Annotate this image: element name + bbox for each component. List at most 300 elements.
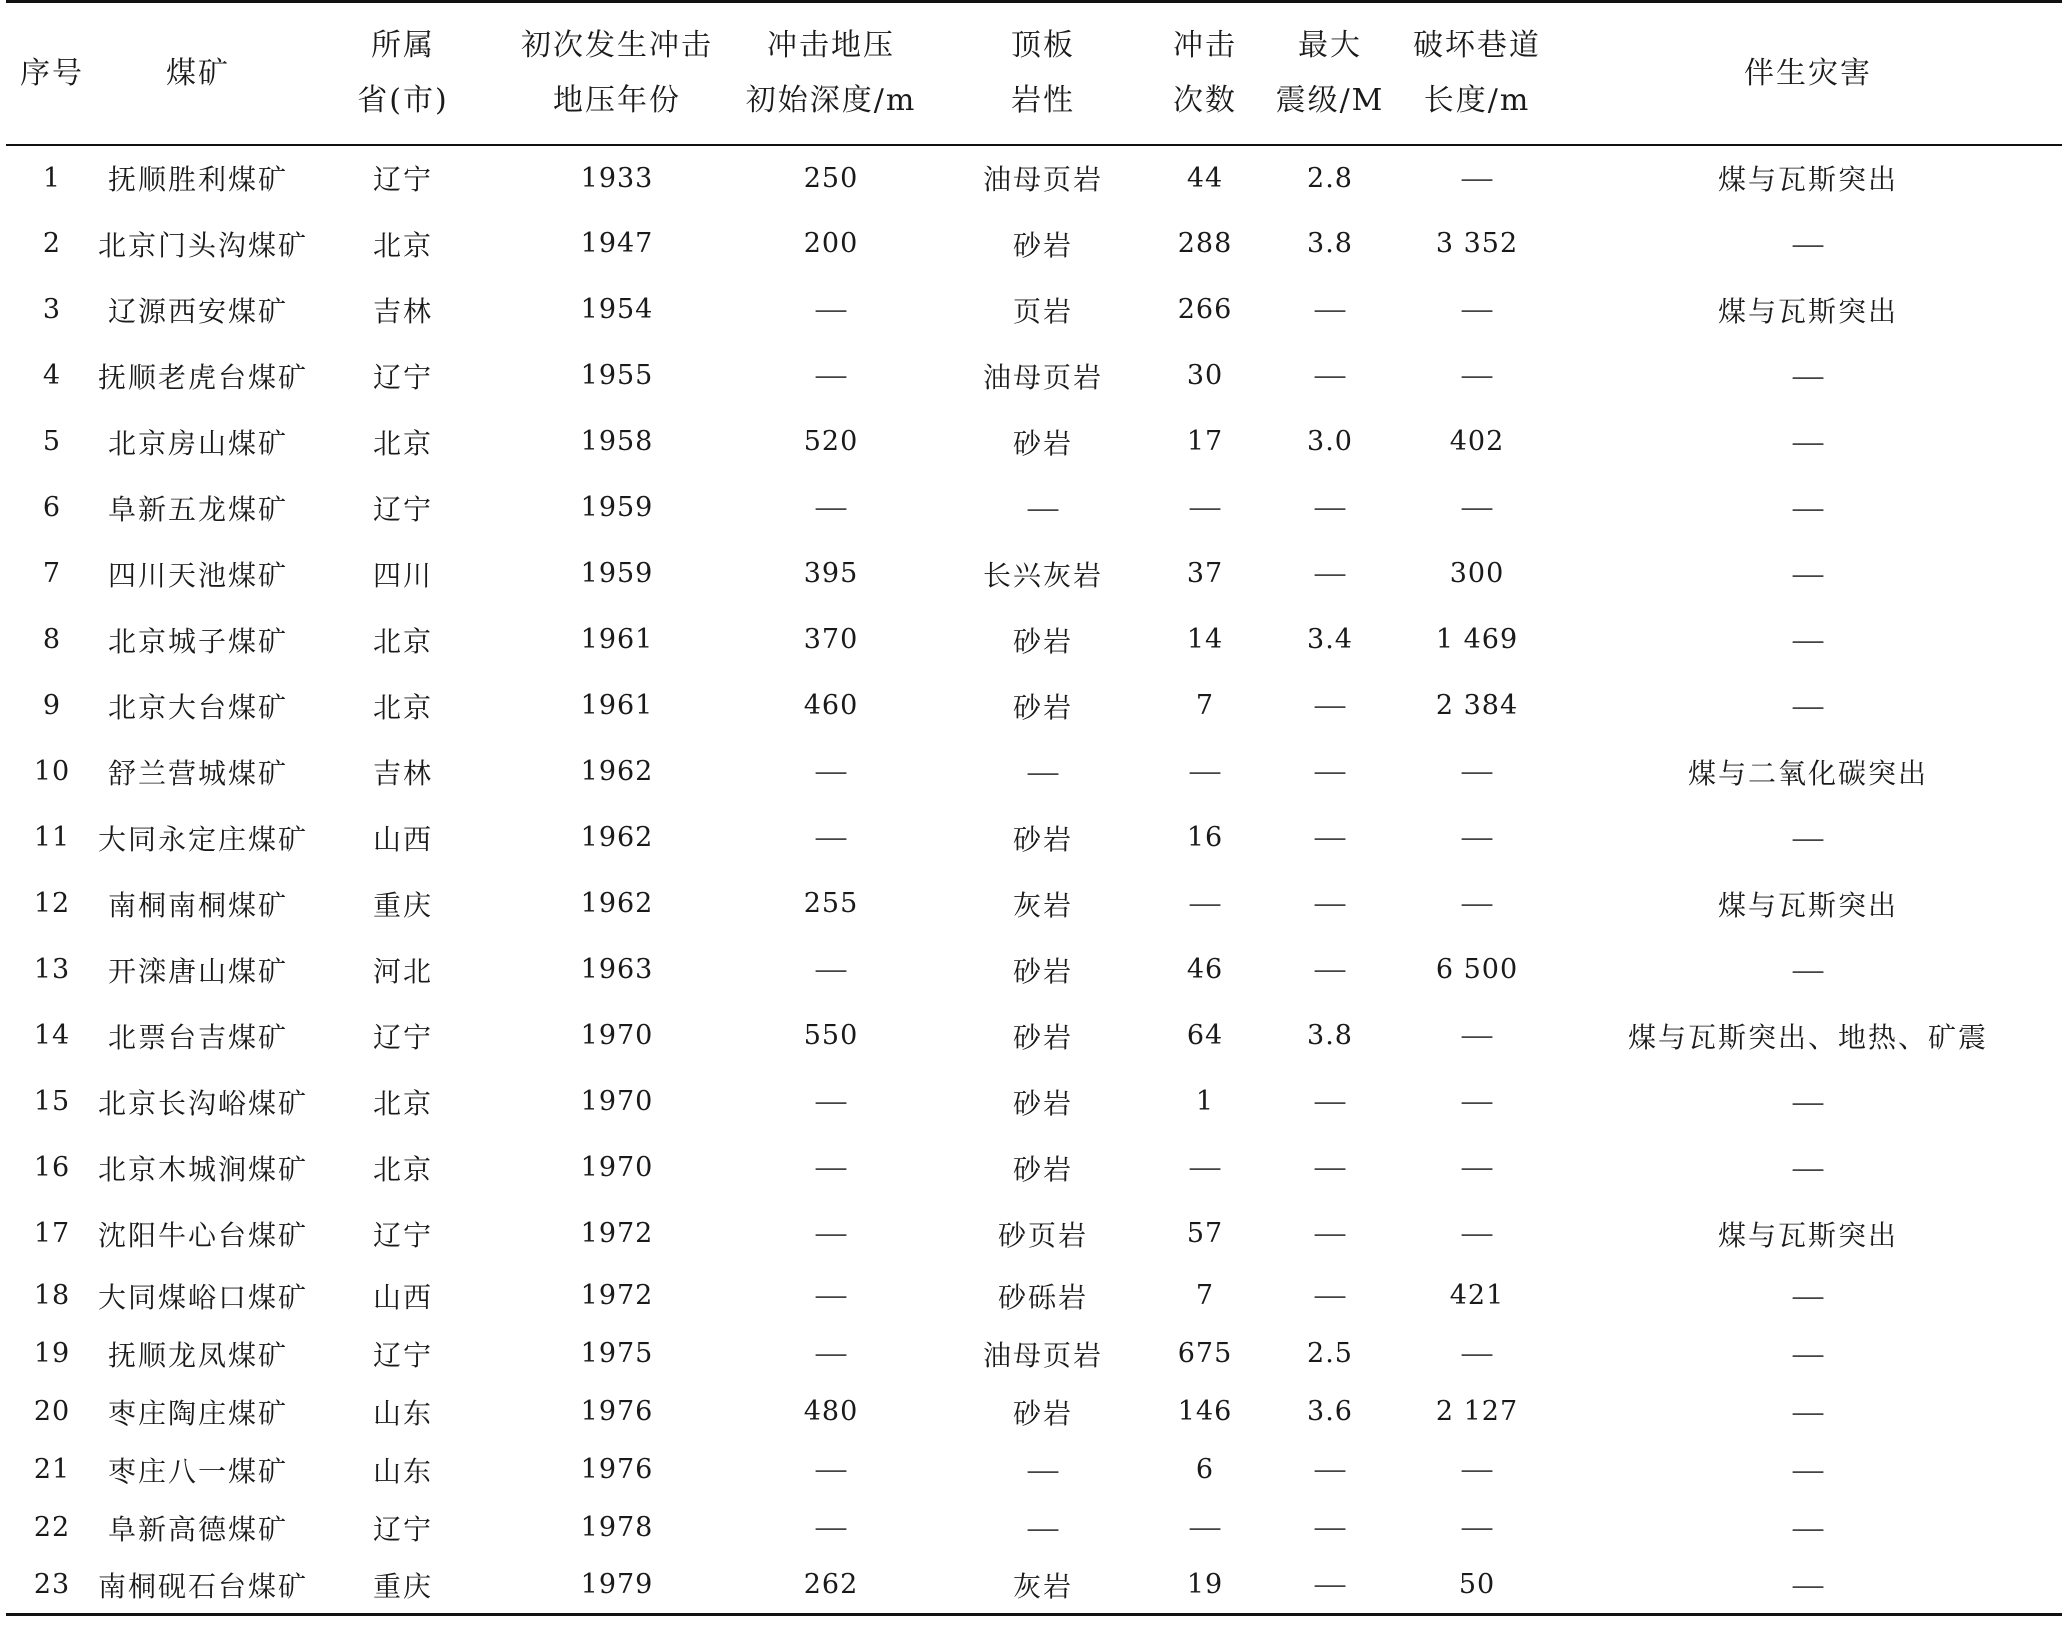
coal-mine-cell xyxy=(98,1325,298,1383)
province-cell xyxy=(298,409,508,475)
rockburst-count-cell xyxy=(1150,1201,1260,1267)
serial-number-cell xyxy=(6,211,98,277)
province-cell xyxy=(298,277,508,343)
header-line-1: 顶板 xyxy=(1011,28,1075,64)
cell-value: — xyxy=(1791,494,1825,524)
cell-value: 3.4 xyxy=(1307,624,1353,655)
cell-value: 北票台吉煤矿 xyxy=(107,1020,288,1054)
table-row xyxy=(6,145,2062,211)
cell-value: 南桐南桐煤矿 xyxy=(107,888,288,922)
header-coal-mine xyxy=(98,2,298,145)
cell-value: — xyxy=(814,823,848,853)
initial-depth-cell xyxy=(726,607,936,673)
cell-value: 重庆 xyxy=(372,888,433,922)
roof-lithology-cell xyxy=(936,475,1150,541)
initial-depth-cell xyxy=(726,1325,936,1383)
cell-value: 7 xyxy=(42,558,62,589)
initial-depth-cell xyxy=(726,145,936,211)
table-row xyxy=(6,871,2062,937)
associated-disaster-cell xyxy=(1554,1069,2062,1135)
initial-depth-cell xyxy=(726,1441,936,1499)
cell-value: 重庆 xyxy=(372,1569,433,1603)
cell-value: 煤与二氧化碳突出 xyxy=(1687,756,1928,790)
cell-value: 辽宁 xyxy=(372,1020,433,1054)
initial-depth-cell xyxy=(726,871,936,937)
associated-disaster-cell xyxy=(1554,1441,2062,1499)
cell-value: — xyxy=(1313,1513,1347,1543)
cell-value: 砂岩 xyxy=(1012,954,1073,988)
cell-value: 255 xyxy=(803,888,859,919)
cell-value: — xyxy=(1313,1087,1347,1117)
header-line-1: 序号 xyxy=(20,55,84,91)
table-row xyxy=(6,937,2062,1003)
cell-value: 煤与瓦斯突出 xyxy=(1717,163,1898,196)
rockburst-count-cell xyxy=(1150,1069,1260,1135)
initial-depth-cell xyxy=(726,1135,936,1201)
associated-disaster-cell xyxy=(1554,211,2062,277)
coal-mine-cell xyxy=(98,1201,309,1267)
province-cell xyxy=(298,343,508,409)
cell-value: 50 xyxy=(1458,1569,1496,1601)
cell-value: — xyxy=(1313,493,1347,523)
damaged-length-cell xyxy=(1400,541,1554,607)
first-year-cell xyxy=(508,607,726,673)
province-cell xyxy=(298,1441,508,1499)
header-line-1: 破坏巷道 xyxy=(1413,28,1541,64)
cell-value: 1959 xyxy=(580,492,654,523)
damaged-length-cell xyxy=(1400,1325,1554,1383)
cell-value: 4 xyxy=(42,360,62,391)
cell-value: 1970 xyxy=(580,1152,654,1183)
max-magnitude-cell xyxy=(1260,1201,1400,1267)
coal-mine-cell xyxy=(98,1069,309,1135)
cell-value: 吉林 xyxy=(372,756,433,790)
cell-value: 阜新高德煤矿 xyxy=(107,1512,288,1546)
cell-value: 1978 xyxy=(580,1512,654,1543)
max-magnitude-cell xyxy=(1260,1325,1400,1383)
associated-disaster-cell xyxy=(1554,277,2062,343)
cell-value: — xyxy=(814,1281,848,1311)
coal-mine-cell xyxy=(98,277,298,343)
damaged-length-cell xyxy=(1400,277,1554,343)
table-header-row xyxy=(6,2,2062,145)
cell-value: 11 xyxy=(33,822,71,853)
cell-value: — xyxy=(1313,1219,1347,1249)
cell-value: 1947 xyxy=(580,228,654,259)
cell-value: — xyxy=(1026,494,1060,524)
header-line-1: 冲击 xyxy=(1173,28,1237,64)
cell-value: 19 xyxy=(33,1338,71,1369)
cell-value: 14 xyxy=(33,1020,71,1051)
cell-value: 砂岩 xyxy=(1012,1020,1073,1054)
max-magnitude-cell xyxy=(1260,739,1400,805)
max-magnitude-cell xyxy=(1260,1499,1400,1557)
cell-value: 北京木城涧煤矿 xyxy=(98,1152,309,1186)
cell-value: 北京门头沟煤矿 xyxy=(98,228,309,262)
associated-disaster-cell xyxy=(1554,1499,2062,1557)
cell-value: 砂岩 xyxy=(1012,822,1073,856)
cell-value: 288 xyxy=(1177,228,1233,259)
first-year-cell xyxy=(508,343,726,409)
serial-number-cell xyxy=(6,1003,98,1069)
damaged-length-cell xyxy=(1400,145,1554,211)
cell-value: — xyxy=(814,361,848,391)
first-year-cell xyxy=(508,1003,726,1069)
province-cell xyxy=(298,541,508,607)
coal-mine-cell xyxy=(98,541,298,607)
serial-number-cell xyxy=(6,937,98,1003)
max-magnitude-cell xyxy=(1260,1003,1400,1069)
cell-value: 1958 xyxy=(580,426,654,457)
cell-value: — xyxy=(1188,1513,1222,1543)
cell-value: 砂岩 xyxy=(1012,624,1073,658)
header-serial-number xyxy=(6,2,98,145)
cell-value: — xyxy=(1026,1514,1060,1544)
cell-value: 吉林 xyxy=(372,294,433,328)
cell-value: 262 xyxy=(803,1569,859,1601)
serial-number-cell xyxy=(6,1069,98,1135)
cell-value: 辽宁 xyxy=(372,492,433,526)
cell-value: 1962 xyxy=(580,822,654,853)
coal-mine-cell xyxy=(98,607,298,673)
max-magnitude-cell xyxy=(1260,1135,1400,1201)
damaged-length-cell xyxy=(1400,871,1554,937)
cell-value: — xyxy=(814,1153,848,1183)
cell-value: — xyxy=(1460,361,1494,391)
max-magnitude-cell xyxy=(1260,1441,1400,1499)
serial-number-cell xyxy=(6,409,98,475)
cell-value: 20 xyxy=(33,1396,71,1427)
cell-value: — xyxy=(1188,493,1222,523)
rockburst-count-cell xyxy=(1150,1267,1260,1325)
cell-value: 沈阳牛心台煤矿 xyxy=(98,1218,309,1252)
damaged-length-cell xyxy=(1400,805,1554,871)
initial-depth-cell xyxy=(726,1383,936,1441)
cell-value: 砂岩 xyxy=(1012,228,1073,262)
first-year-cell xyxy=(508,739,726,805)
table-row xyxy=(6,1557,2062,1615)
max-magnitude-cell xyxy=(1260,475,1400,541)
cell-value: 3 xyxy=(42,294,62,325)
cell-value: 北京城子煤矿 xyxy=(107,624,288,658)
max-magnitude-cell xyxy=(1260,1267,1400,1325)
province-cell xyxy=(298,211,508,277)
initial-depth-cell xyxy=(726,211,936,277)
cell-value: 22 xyxy=(33,1512,71,1543)
cell-value: 抚顺龙凤煤矿 xyxy=(107,1338,288,1372)
cell-value: 抚顺老虎台煤矿 xyxy=(98,360,309,394)
cell-value: 山东 xyxy=(372,1454,433,1488)
damaged-length-cell xyxy=(1400,1499,1554,1557)
cell-value: 大同煤峪口煤矿 xyxy=(98,1280,309,1314)
initial-depth-cell xyxy=(726,673,936,739)
roof-lithology-cell xyxy=(936,1135,1150,1201)
rockburst-count-cell xyxy=(1150,475,1260,541)
province-cell xyxy=(298,1499,508,1557)
rockburst-count-cell xyxy=(1150,607,1260,673)
first-year-cell xyxy=(508,673,726,739)
header-line-2: 岩性 xyxy=(1011,83,1075,119)
cell-value: — xyxy=(1791,692,1825,722)
cell-value: 砂岩 xyxy=(1012,1086,1073,1120)
first-year-cell xyxy=(508,211,726,277)
first-year-cell xyxy=(508,805,726,871)
table-header xyxy=(6,2,2062,145)
province-cell xyxy=(298,805,508,871)
cell-value: 550 xyxy=(803,1020,859,1051)
cell-value: — xyxy=(814,1513,848,1543)
table-row xyxy=(6,1441,2062,1499)
cell-value: 1961 xyxy=(580,624,654,655)
cell-value: 3.8 xyxy=(1307,1020,1353,1051)
cell-value: 砂岩 xyxy=(1012,690,1073,724)
initial-depth-cell xyxy=(726,541,936,607)
table-row xyxy=(6,805,2062,871)
cell-value: 2 xyxy=(42,228,62,259)
header-damaged-roadway-length xyxy=(1400,2,1554,145)
cell-value: 页岩 xyxy=(1012,294,1073,328)
table-row xyxy=(6,475,2062,541)
initial-depth-cell xyxy=(726,409,936,475)
damaged-length-cell xyxy=(1400,1441,1554,1499)
cell-value: 北京 xyxy=(372,228,433,262)
cell-value: 266 xyxy=(1177,294,1233,325)
header-line-1: 煤矿 xyxy=(166,55,230,91)
cell-value: 1979 xyxy=(580,1569,654,1601)
roof-lithology-cell xyxy=(936,1267,1150,1325)
cell-value: — xyxy=(1791,362,1825,392)
rockburst-count-cell xyxy=(1150,673,1260,739)
cell-value: 1972 xyxy=(580,1218,654,1249)
max-magnitude-cell xyxy=(1260,145,1400,211)
cell-value: — xyxy=(1460,493,1494,523)
cell-value: — xyxy=(814,757,848,787)
cell-value: 19 xyxy=(1186,1569,1224,1601)
province-cell xyxy=(298,1003,508,1069)
serial-number-cell xyxy=(6,1499,98,1557)
cell-value: — xyxy=(1791,1340,1825,1370)
initial-depth-cell xyxy=(726,937,936,1003)
header-line-1: 最大 xyxy=(1298,28,1362,64)
header-first-rockburst-year xyxy=(508,2,726,145)
coal-mine-cell xyxy=(98,1383,298,1441)
cell-value: 17 xyxy=(33,1218,71,1249)
cell-value: 北京大台煤矿 xyxy=(107,690,288,724)
cell-value: — xyxy=(1313,1455,1347,1485)
associated-disaster-cell xyxy=(1554,1325,2062,1383)
cell-value: 1 469 xyxy=(1435,624,1519,655)
roof-lithology-cell xyxy=(936,409,1150,475)
cell-value: 辽宁 xyxy=(372,1218,433,1252)
cell-value: 1976 xyxy=(580,1454,654,1485)
table-row xyxy=(6,1069,2062,1135)
province-cell xyxy=(298,475,508,541)
damaged-length-cell xyxy=(1400,937,1554,1003)
max-magnitude-cell xyxy=(1260,409,1400,475)
cell-value: 2 127 xyxy=(1435,1396,1519,1427)
table-body xyxy=(6,145,2062,1615)
initial-depth-cell xyxy=(726,1499,936,1557)
cell-value: 煤与瓦斯突出 xyxy=(1717,1218,1898,1252)
province-cell xyxy=(298,145,508,211)
cell-value: — xyxy=(1460,889,1494,919)
cell-value: 460 xyxy=(803,690,859,721)
roof-lithology-cell xyxy=(936,937,1150,1003)
header-line-1: 初次发生冲击 xyxy=(521,28,713,64)
first-year-cell xyxy=(508,277,726,343)
table-row xyxy=(6,1499,2062,1557)
rockburst-count-cell xyxy=(1150,871,1260,937)
cell-value: — xyxy=(1460,1455,1494,1485)
province-cell xyxy=(298,739,508,805)
coal-mine-cell xyxy=(98,211,309,277)
max-magnitude-cell xyxy=(1260,343,1400,409)
damaged-length-cell xyxy=(1400,1557,1554,1615)
cell-value: 13 xyxy=(33,954,71,985)
cell-value: 44 xyxy=(1186,162,1224,194)
header-initial-depth xyxy=(726,2,936,145)
max-magnitude-cell xyxy=(1260,1069,1400,1135)
cell-value: 北京 xyxy=(372,1086,433,1120)
roof-lithology-cell xyxy=(936,1069,1150,1135)
cell-value: 1963 xyxy=(580,954,654,985)
table-row xyxy=(6,211,2062,277)
serial-number-cell xyxy=(6,805,98,871)
serial-number-cell xyxy=(6,673,98,739)
cell-value: 辽源西安煤矿 xyxy=(107,294,288,328)
serial-number-cell xyxy=(6,475,98,541)
coal-mine-cell xyxy=(98,409,298,475)
cell-value: — xyxy=(1313,955,1347,985)
initial-depth-cell xyxy=(726,343,936,409)
serial-number-cell xyxy=(6,1383,98,1441)
max-magnitude-cell xyxy=(1260,1557,1400,1615)
first-year-cell xyxy=(508,1325,726,1383)
coal-mine-cell xyxy=(98,1499,298,1557)
table-row xyxy=(6,1325,2062,1383)
table-row xyxy=(6,409,2062,475)
first-year-cell xyxy=(508,541,726,607)
cell-value: — xyxy=(1791,626,1825,656)
cell-value: — xyxy=(1460,1153,1494,1183)
coal-mine-cell xyxy=(98,475,298,541)
rockburst-count-cell xyxy=(1150,1135,1260,1201)
serial-number-cell xyxy=(6,871,98,937)
max-magnitude-cell xyxy=(1260,1383,1400,1441)
initial-depth-cell xyxy=(726,1557,936,1615)
province-cell xyxy=(298,1557,508,1615)
first-year-cell xyxy=(508,409,726,475)
roof-lithology-cell xyxy=(936,1557,1150,1615)
header-rockburst-count xyxy=(1150,2,1260,145)
cell-value: 辽宁 xyxy=(372,1338,433,1372)
max-magnitude-cell xyxy=(1260,211,1400,277)
roof-lithology-cell xyxy=(936,607,1150,673)
max-magnitude-cell xyxy=(1260,541,1400,607)
associated-disaster-cell xyxy=(1554,409,2062,475)
rockburst-count-cell xyxy=(1150,1441,1260,1499)
rockburst-count-cell xyxy=(1150,937,1260,1003)
cell-value: 675 xyxy=(1177,1338,1233,1369)
header-max-magnitude xyxy=(1260,2,1400,145)
cell-value: — xyxy=(1026,758,1060,788)
province-cell xyxy=(298,1325,508,1383)
table-row xyxy=(6,607,2062,673)
damaged-length-cell xyxy=(1400,475,1554,541)
province-cell xyxy=(298,1201,508,1267)
cell-value: 山西 xyxy=(372,1280,433,1314)
cell-value: 砂页岩 xyxy=(997,1218,1088,1252)
cell-value: 北京 xyxy=(372,624,433,658)
associated-disaster-cell xyxy=(1554,1135,2062,1201)
cell-value: — xyxy=(1791,560,1825,590)
cell-value: — xyxy=(1791,1154,1825,1184)
cell-value: 5 xyxy=(42,426,62,457)
cell-value: 阜新五龙煤矿 xyxy=(107,492,288,526)
roof-lithology-cell xyxy=(936,145,1150,211)
associated-disaster-cell xyxy=(1554,541,2062,607)
rockburst-count-cell xyxy=(1150,739,1260,805)
cell-value: 3 352 xyxy=(1435,228,1519,259)
cell-value: — xyxy=(814,493,848,523)
header-line-1: 冲击地压 xyxy=(767,28,895,64)
cell-value: — xyxy=(814,295,848,325)
cell-value: — xyxy=(1460,1339,1494,1369)
cell-value: 1970 xyxy=(580,1020,654,1051)
cell-value: 山西 xyxy=(372,822,433,856)
serial-number-cell xyxy=(6,541,98,607)
cell-value: — xyxy=(1188,889,1222,919)
roof-lithology-cell xyxy=(936,277,1150,343)
cell-value: — xyxy=(1460,295,1494,325)
cell-value: — xyxy=(1791,230,1825,260)
cell-value: 1975 xyxy=(580,1338,654,1369)
cell-value: 1 xyxy=(42,162,62,194)
damaged-length-cell xyxy=(1400,1201,1554,1267)
associated-disaster-cell xyxy=(1554,739,2062,805)
first-year-cell xyxy=(508,1499,726,1557)
rockburst-count-cell xyxy=(1150,1499,1260,1557)
associated-disaster-cell xyxy=(1554,343,2062,409)
damaged-length-cell xyxy=(1400,211,1554,277)
cell-value: — xyxy=(1791,1456,1825,1486)
cell-value: — xyxy=(1791,428,1825,458)
table-row xyxy=(6,673,2062,739)
cell-value: 520 xyxy=(803,426,859,457)
cell-value: 1961 xyxy=(580,690,654,721)
cell-value: 2.8 xyxy=(1307,162,1353,194)
max-magnitude-cell xyxy=(1260,673,1400,739)
first-year-cell xyxy=(508,1201,726,1267)
associated-disaster-cell xyxy=(1554,475,2062,541)
roof-lithology-cell xyxy=(936,1003,1150,1069)
cell-value: — xyxy=(814,955,848,985)
associated-disaster-cell xyxy=(1554,1267,2062,1325)
cell-value: 灰岩 xyxy=(1012,1569,1073,1603)
cell-value: — xyxy=(1460,1219,1494,1249)
cell-value: 10 xyxy=(33,756,71,787)
roof-lithology-cell xyxy=(936,805,1150,871)
province-cell xyxy=(298,1135,508,1201)
cell-value: — xyxy=(1313,1153,1347,1183)
cell-value: 46 xyxy=(1186,954,1224,985)
max-magnitude-cell xyxy=(1260,937,1400,1003)
coal-mine-cell xyxy=(98,739,298,805)
table-row xyxy=(6,277,2062,343)
initial-depth-cell xyxy=(726,1201,936,1267)
cell-value: 21 xyxy=(33,1454,71,1485)
cell-value: 14 xyxy=(1186,624,1224,655)
